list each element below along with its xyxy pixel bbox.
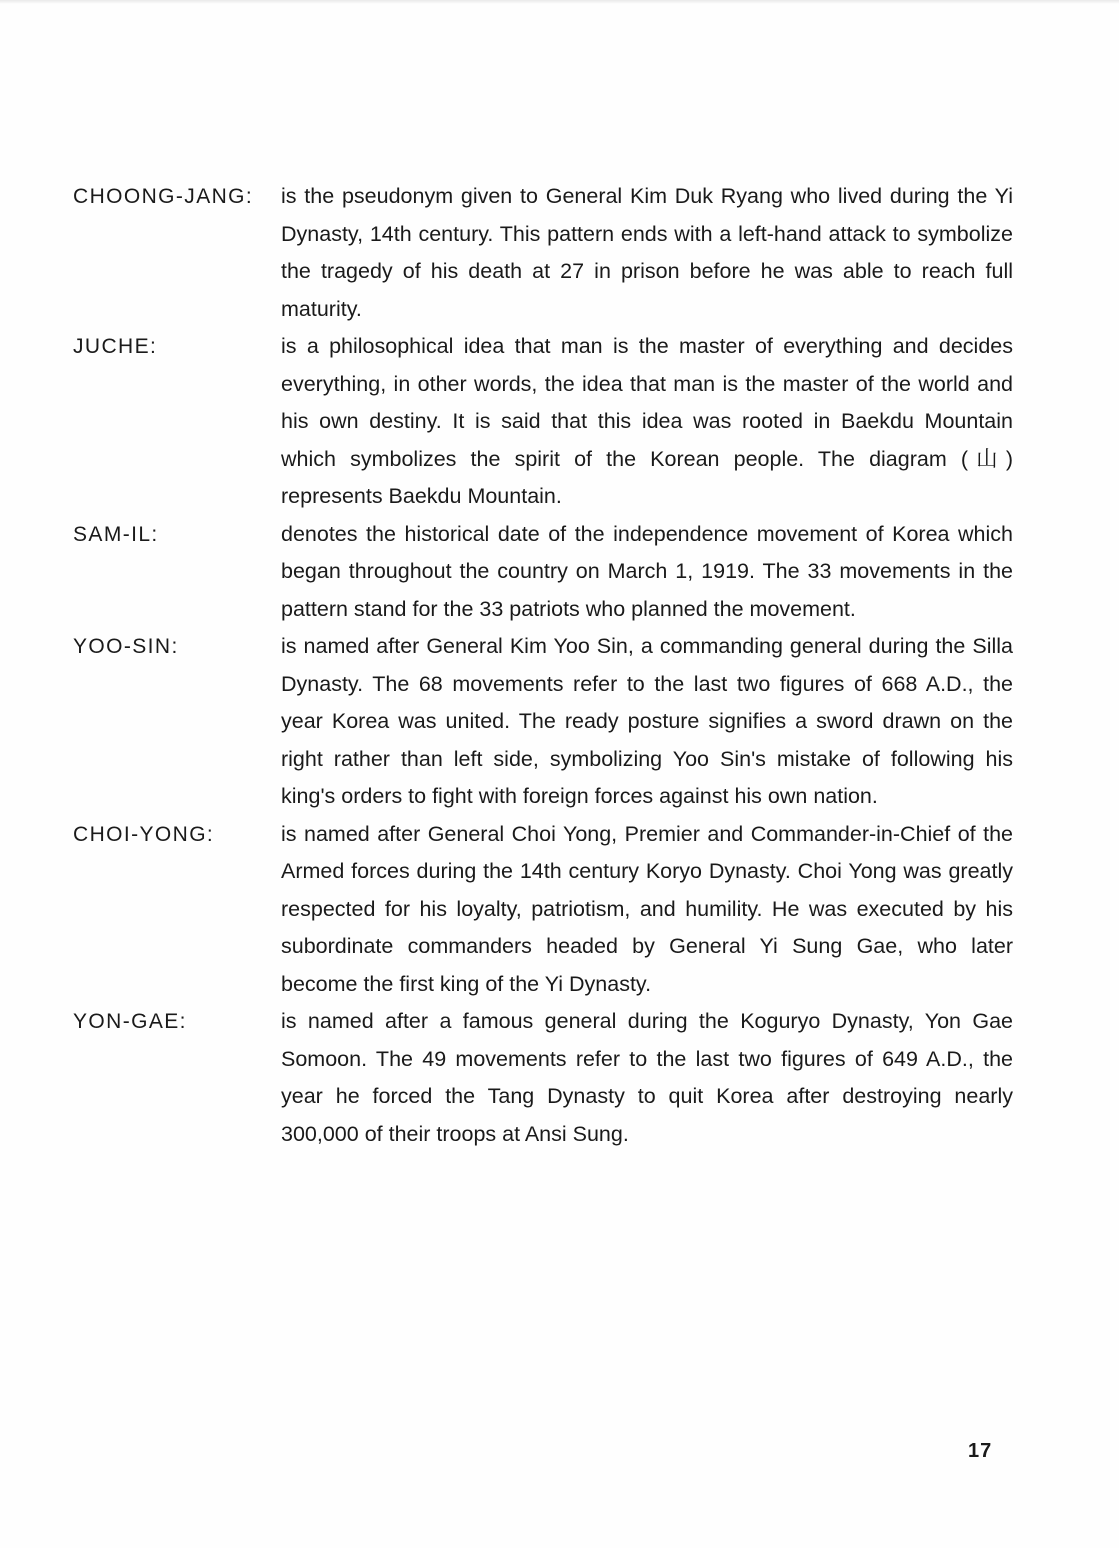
entry-description: is named after a famous general during the Koguryo Dynasty, Yon Gae Somoon. The 49 movements refer to the last two figures of 649 A.D., the year he forced the Tang Dynasty to quit Korea after destroying nearly 300,000 of their troops at Ansi Sung. bbox=[281, 1009, 1013, 1146]
scan-edge-shadow bbox=[0, 0, 1119, 4]
entry-description: is named after General Kim Yoo Sin, a commanding general during the Silla Dynasty. The 68 movements refer to the last two figures of 668 A.D., the year Korea was united. The ready posture signifies a sword drawn on the right rather than left side, symbolizing Yoo Sin's mistake of following his king's orders to fight with foreign forces against his own nation. bbox=[281, 634, 1013, 808]
glossary-entry-choi-yong bbox=[73, 816, 1013, 1004]
glossary-entry-sam-il bbox=[73, 516, 1013, 629]
glossary-entry-juche bbox=[73, 328, 1013, 516]
entry-description: is a philosophical idea that man is the master of everything and decides everything, in other words, the idea that man is the master of the world and his own destiny. It is said that this idea was rooted in Baekdu Mountain which symbolizes the spirit of the Korean people. The diagram (山) represents Baekdu Mountain. bbox=[281, 334, 1013, 508]
entry-term: SAM-IL: bbox=[73, 522, 159, 546]
page-number: 17 bbox=[968, 1440, 993, 1462]
entry-term: CHOONG-JANG: bbox=[73, 185, 254, 208]
entry-term: CHOI-YONG: bbox=[73, 822, 215, 846]
pattern-glossary bbox=[73, 178, 1013, 1153]
entry-term: YOO-SIN: bbox=[73, 635, 179, 658]
entry-description: is named after General Choi Yong, Premier and Commander-in-Chief of the Armed forces during the 14th century Koryo Dynasty. Choi Yong was greatly respected for his loyalty, patriotism, and humility. He was executed by his subordinate commanders headed by General Yi Sung Gae, who later become the first king of the Yi Dynasty. bbox=[281, 821, 1013, 996]
entry-term: YON-GAE: bbox=[73, 1010, 187, 1033]
entry-description: denotes the historical date of the independence movement of Korea which began throughout the country on March 1, 1919. The 33 movements in the pattern stand for the 33 patriots who planned the movement. bbox=[281, 521, 1013, 621]
glossary-entry-yoo-sin bbox=[73, 628, 1013, 816]
glossary-entry-choong-jang bbox=[73, 178, 1013, 328]
entry-term: JUCHE: bbox=[73, 335, 158, 358]
glossary-entry-yon-gae bbox=[73, 1003, 1013, 1153]
entry-description: is the pseudonym given to General Kim Duk Ryang who lived during the Yi Dynasty, 14th century. This pattern ends with a left-hand attack to symbolize the tragedy of his death at 27 in prison before he was able to reach full maturity. bbox=[281, 184, 1013, 321]
